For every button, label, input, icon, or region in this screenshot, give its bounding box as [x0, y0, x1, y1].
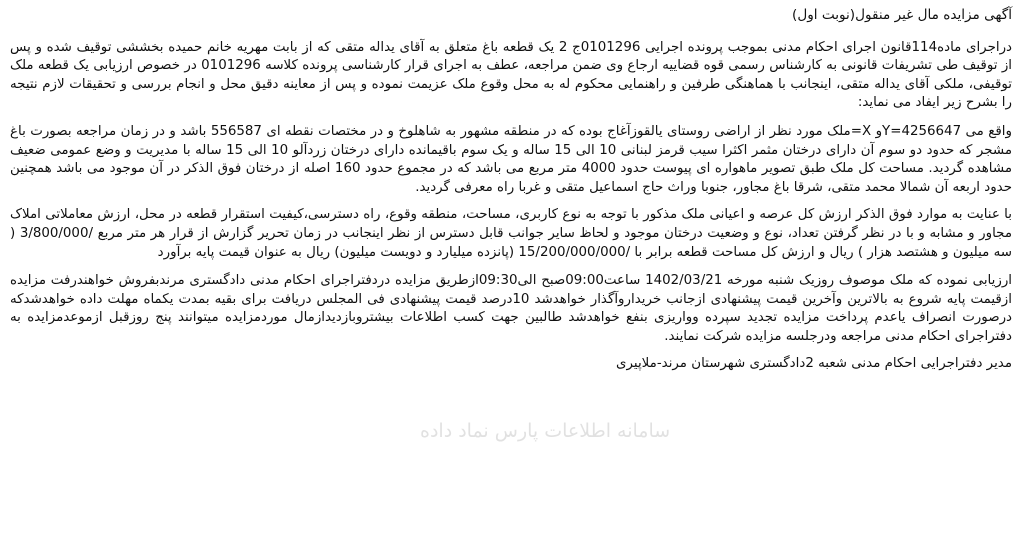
watermark-logo-text: سامانه اطلاعات پارس نماد داده	[420, 420, 671, 442]
notice-signature: مدیر دفتراجرایی احکام مدنی شعبه 2دادگستری شهرستان مرند-ملاپیری	[616, 355, 1012, 371]
auction-notice	[10, 6, 1012, 548]
notice-paragraph-valuation: با عنایت به موارد فوق الذکر ارزش کل عرصه و اعیانی ملک مذکور با توجه به نوع کاربری، مساحت، منطقه وقوع، راه دسترسی،کیفیت استقرار قطعه در محل، ارزش معاملاتی املاک مجاور و مشابه و با در نظر گرفتن تعداد، نوع و وضعیت درختان موجود و لحاظ سایر جوانب قابل دسترس از نظر اینجانب در زمان تحریر گزارش از قرار هر متر مربع /3/800/000 ( سه میلیون و هشتصد هزار ) ریال و ارزش کل مساحت قطعه برابر با /15/200/000/000 (پانزده میلیارد و دویست میلیون) ریال به عنوان قیمت پایه برآورد	[10, 207, 1012, 260]
notice-paragraph-property-description: واقع می Y=4256647و X=ملک مورد نظر از اراضی روستای یالقوزآغاج بوده که در منطقه مشهور به شاهلوخ و در مختصات نقطه ای 556587 باشد و در زمان مراجعه بصورت باغ مشجر که حدود دو سوم آن دارای درختان مثمر اکثرا سیب قرمز لبنانی 10 الی 15 ساله و یک سوم باقیمانده دارای درختان زردآلو 10 الی 15 ساله با مدیریت و وضع عمومی ضعیف مشاهده گردید. مساحت کل ملک طبق تصویر ماهواره ای پیوست حدود 4000 متر مربع می باشد که در مجموع حدود 160 اصله از درختان فوق الذکر در آن موجود می باشد همچنین حدود اربعه آن شمالا محمد متقی، شرقا باغ مجاور، جنوبا وراث حاج اسماعیل متقی و غربا راه معرفی گردید.	[10, 123, 1012, 195]
notice-title: آگهی مزایده مال غیر منقول(نوبت اول)	[792, 7, 1012, 23]
notice-paragraph-auction-terms: ارزیابی نموده که ملک موصوف روزیک شنبه مورخه 1402/03/21 ساعت09:00صبح الی09:30ازطریق مزایده دردفتراجرای احکام مدنی دادگستری مرندبفروش خواهندرفت مزایده ازقیمت پایه شروع به بالاترین وآخرین قیمت پیشنهادی ازجانب خریداروآگذار خواهدشد 10درصد قیمت پیشنهادی فی المجلس دریافت برای بقیه بمدت یکماه مهلت داده خواهدشدکه درصورت انصراف یاعدم پرداخت مزایده تجدید سپرده وواریزی بنفع خواهدشد طالبین جهت کسب اطلاعات بیشتروبازدیدازمال موردمزایده میتوانند پنج روزقبل ازموعدمزایده به دفتراجرای احکام مدنی مراجعه ودرجلسه مزایده شرکت نمایند.	[10, 273, 1013, 344]
notice-paragraph-execution: دراجرای ماده114قانون اجرای احکام مدنی بموجب پرونده اجرایی 0101296ج 2 یک قطعه باغ متعلق به آقای یداله متقی که از بابت مهریه خانم حمیده بخششی توقیف شده و پس از توقیف طی تشریفات قانونی به کارشناس رسمی قوه قضاییه ارجاع وی ضمن مراجعه، عطف به اجرای قرار کارشناسی پرونده کلاسه 0101296 در خصوص ارزیابی یک قطعه ملک توقیفی، ملکی آقای یداله متقی، اینجانب با هماهنگی طرفین و راهنمایی محکوم له به محل وقوع ملک عزیمت نموده و پس از معاینه دقیق محل و انجام بررسی و تحقیقات لازم نتیجه را بشرح زیر ایفاد می نماید:	[10, 39, 1013, 111]
